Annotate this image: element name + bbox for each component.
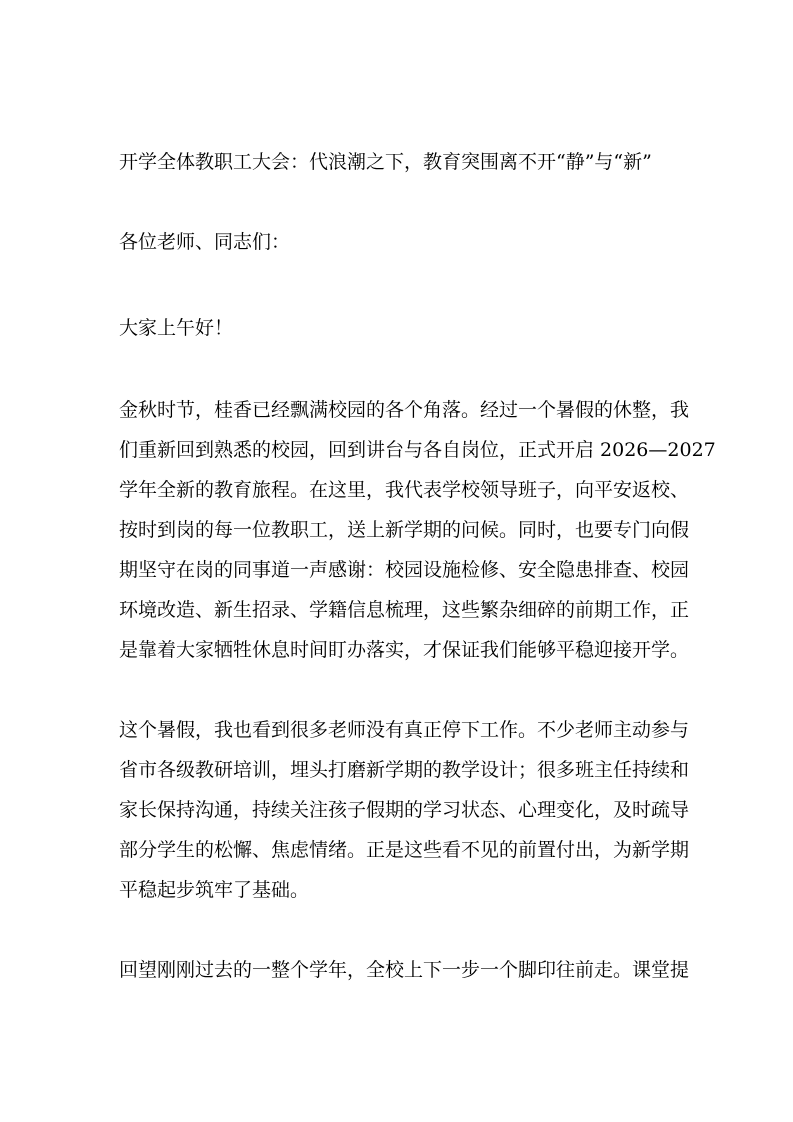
paragraph-2-line-2: 省市各级教研培训，埋头打磨新学期的教学设计；很多班主任持续和: [119, 759, 690, 781]
paragraph-1-line-2: 们重新回到熟悉的校园，回到讲台与各自岗位，正式开启 2026—2027: [119, 439, 716, 461]
paragraph-2-line-5: 平稳起步筑牢了基础。: [119, 879, 310, 901]
paragraph-2-line-4: 部分学生的松懈、焦虑情绪。正是这些看不见的前置付出，为新学期: [119, 839, 690, 861]
paragraph-1-line-7: 是靠着大家牺牲休息时间盯办落实，才保证我们能够平稳迎接开学。: [119, 639, 690, 661]
greeting: 大家上午好！: [119, 317, 234, 339]
paragraph-1-line-4: 按时到岗的每一位教职工，送上新学期的问候。同时，也要专门向假: [119, 519, 690, 541]
paragraph-1-line-5: 期坚守在岗的同事道一声感谢：校园设施检修、安全隐患排查、校园: [119, 559, 690, 581]
paragraph-3-line-1: 回望刚刚过去的一整个学年，全校上下一步一个脚印往前走。课堂提: [119, 959, 690, 981]
paragraph-2-line-3: 家长保持沟通，持续关注孩子假期的学习状态、心理变化，及时疏导: [119, 799, 690, 821]
paragraph-2-line-1: 这个暑假，我也看到很多老师没有真正停下工作。不少老师主动参与: [119, 719, 690, 741]
paragraph-1-line-1: 金秋时节，桂香已经飘满校园的各个角落。经过一个暑假的休整，我: [119, 399, 690, 421]
document-title: 开学全体教职工大会：代浪潮之下，教育突围离不开“静”与“新”: [119, 151, 652, 173]
salutation: 各位老师、同志们：: [119, 231, 291, 253]
paragraph-1-line-6: 环境改造、新生招录、学籍信息梳理，这些繁杂细碎的前期工作，正: [119, 599, 690, 621]
paragraph-1-line-3: 学年全新的教育旅程。在这里，我代表学校领导班子，向平安返校、: [119, 479, 690, 501]
